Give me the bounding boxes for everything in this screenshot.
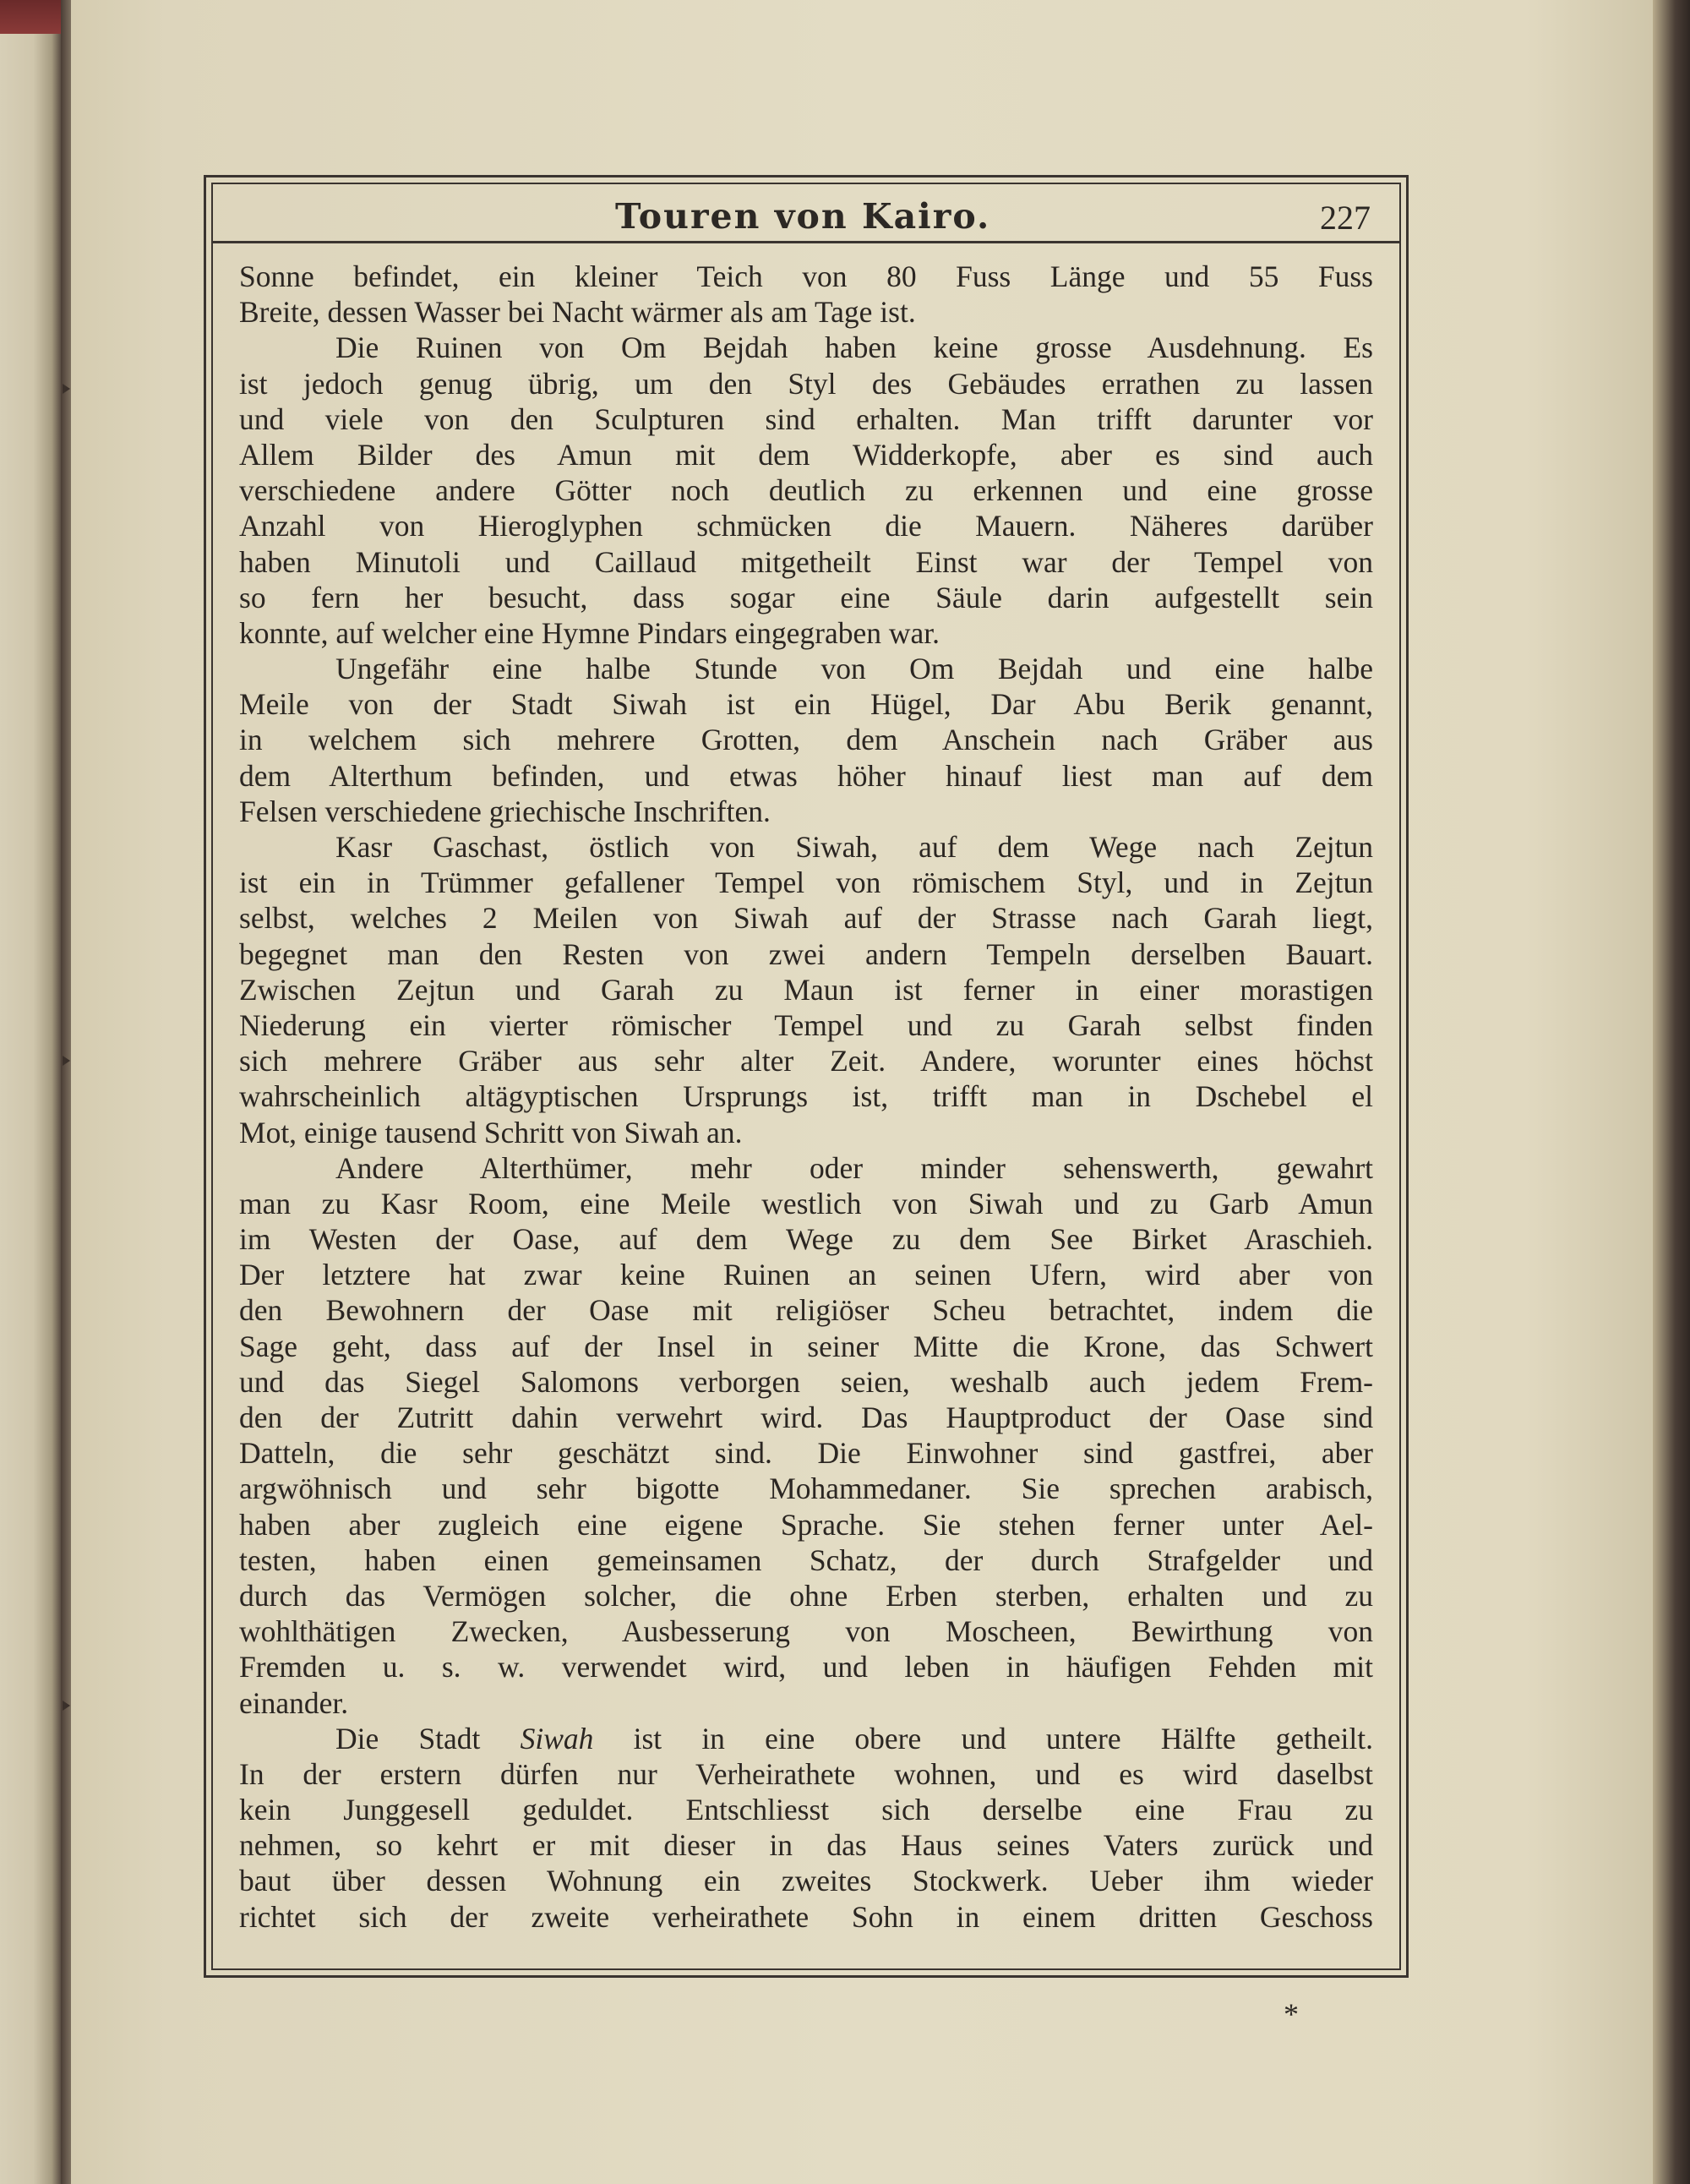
text-line: ist ein in Trümmer gefallener Tempel von römischem Styl, und in Zejtun: [239, 865, 1373, 900]
text-line: man zu Kasr Room, eine Meile westlich von Siwah und zu Garb Amun: [239, 1186, 1373, 1220]
body-text: [239, 259, 1373, 1935]
text-line: wohlthätigen Zwecken, Ausbesserung von Moscheen, Bewirthung von: [239, 1614, 1373, 1649]
text-line: Niederung ein vierter römischer Tempel und zu Garah selbst finden: [239, 1007, 1373, 1042]
text-line: richtet sich der zweite verheirathete Sohn in einem dritten Geschoss: [239, 1899, 1373, 1934]
margin-tab-mark: [63, 1056, 70, 1066]
text-line: selbst, welches 2 Meilen von Siwah auf der Strasse nach Garah liegt,: [239, 901, 1373, 936]
book-gutter: [61, 0, 71, 2184]
margin-tab-mark: [63, 1701, 70, 1711]
text-line: [239, 1721, 1373, 1756]
text-line: Breite, dessen Wasser bei Nacht wärmer als am Tage ist.: [239, 295, 916, 330]
text-line: so fern her besucht, dass sogar eine Säule darin aufgestellt sein: [239, 580, 1373, 614]
text-line: dem Alterthum befinden, und etwas höher hinauf liest man auf dem: [239, 758, 1373, 793]
header-rule: [211, 241, 1401, 243]
page-number: 227: [1320, 199, 1371, 237]
text-line: Mot, einige tausend Schritt von Siwah an.: [239, 1115, 743, 1149]
text-line: haben aber zugleich eine eigene Sprache. Sie stehen ferner unter Ael-: [239, 1507, 1373, 1542]
text-line: Ungefähr eine halbe Stunde von Om Bejdah und eine halbe: [335, 652, 1373, 686]
text-line: haben Minutoli und Caillaud mitgetheilt Einst war der Tempel von: [239, 544, 1373, 579]
text-line: Sonne befindet, ein kleiner Teich von 80 Fuss Länge und 55 Fuss: [239, 259, 1373, 293]
text-run: Die Stadt: [335, 1721, 521, 1755]
text-line: kein Junggesell geduldet. Entschliesst sich derselbe eine Frau zu: [239, 1793, 1373, 1827]
text-line: Datteln, die sehr geschätzt sind. Die Einwohner sind gastfrei, aber: [239, 1436, 1373, 1471]
text-line: und viele von den Sculpturen sind erhalten. Man trifft darunter vor: [239, 401, 1373, 436]
text-line: den der Zutritt dahin verwehrt wird. Das Hauptproduct der Oase sind: [239, 1400, 1373, 1434]
text-line: baut über dessen Wohnung ein zweites Stockwerk. Ueber ihm wieder: [239, 1864, 1373, 1898]
italic-place-name: Siwah: [520, 1721, 594, 1755]
text-line: Kasr Gaschast, östlich von Siwah, auf dem Wege nach Zejtun: [335, 830, 1373, 864]
facing-page-edge: [0, 0, 61, 2184]
text-line: sich mehrere Gräber aus sehr alter Zeit. Andere, worunter eines höchst: [239, 1044, 1373, 1078]
bookmark-ribbon: [0, 0, 69, 34]
text-line: argwöhnisch und sehr bigotte Mohammedaner. Sie sprechen arabisch,: [239, 1471, 1373, 1506]
signature-mark: *: [1284, 1997, 1299, 2031]
text-line: ist jedoch genug übrig, um den Styl des Gebäudes errathen zu lassen: [239, 366, 1373, 401]
text-line: Der letztere hat zwar keine Ruinen an seinen Ufern, wird aber von: [239, 1258, 1373, 1292]
text-line: Meile von der Stadt Siwah ist ein Hügel, Dar Abu Berik genannt,: [239, 687, 1373, 722]
text-line: verschiedene andere Götter noch deutlich zu erkennen und eine grosse: [239, 473, 1373, 508]
text-line: Anzahl von Hieroglyphen schmücken die Mauern. Näheres darüber: [239, 509, 1373, 543]
text-line: nehmen, so kehrt er mit dieser in das Haus seines Vaters zurück und: [239, 1828, 1373, 1863]
running-head: Touren von Kairo.: [615, 196, 991, 237]
text-line: In der erstern dürfen nur Verheirathete wohnen, und es wird daselbst: [239, 1756, 1373, 1791]
text-line: und das Siegel Salomons verborgen seien, weshalb auch jedem Frem-: [239, 1364, 1373, 1399]
text-line: den Bewohnern der Oase mit religiöser Scheu betrachtet, indem die: [239, 1293, 1373, 1328]
text-line: in welchem sich mehrere Grotten, dem Anschein nach Gräber aus: [239, 723, 1373, 757]
text-line: konnte, auf welcher eine Hymne Pindars eingegraben war.: [239, 615, 940, 650]
margin-tab-mark: [63, 384, 70, 394]
text-line: begegnet man den Resten von zwei andern Tempeln derselben Bauart.: [239, 936, 1373, 971]
text-line: einander.: [239, 1685, 349, 1720]
text-line: im Westen der Oase, auf dem Wege zu dem See Birket Araschieh.: [239, 1222, 1373, 1257]
text-line: Zwischen Zejtun und Garah zu Maun ist ferner in einer morastigen: [239, 972, 1373, 1007]
text-line: Die Ruinen von Om Bejdah haben keine grosse Ausdehnung. Es: [335, 330, 1373, 365]
text-line: Felsen verschiedene griechische Inschriften.: [239, 794, 771, 828]
page-edge-shadow: [1653, 0, 1690, 2184]
text-run: ist in eine obere und untere Hälfte getheilt.: [593, 1721, 1373, 1755]
text-line: Fremden u. s. w. verwendet wird, und leben in häufigen Fehden mit: [239, 1650, 1373, 1684]
text-line: Sage geht, dass auf der Insel in seiner Mitte die Krone, das Schwert: [239, 1329, 1373, 1363]
text-line: durch das Vermögen solcher, die ohne Erben sterben, erhalten und zu: [239, 1578, 1373, 1613]
text-line: wahrscheinlich altägyptischen Ursprungs ist, trifft man in Dschebel el: [239, 1079, 1373, 1114]
text-line: testen, haben einen gemeinsamen Schatz, der durch Strafgelder und: [239, 1542, 1373, 1577]
text-line: Allem Bilder des Amun mit dem Widderkopfe, aber es sind auch: [239, 437, 1373, 472]
text-line: Andere Alterthümer, mehr oder minder sehenswerth, gewahrt: [335, 1150, 1373, 1185]
